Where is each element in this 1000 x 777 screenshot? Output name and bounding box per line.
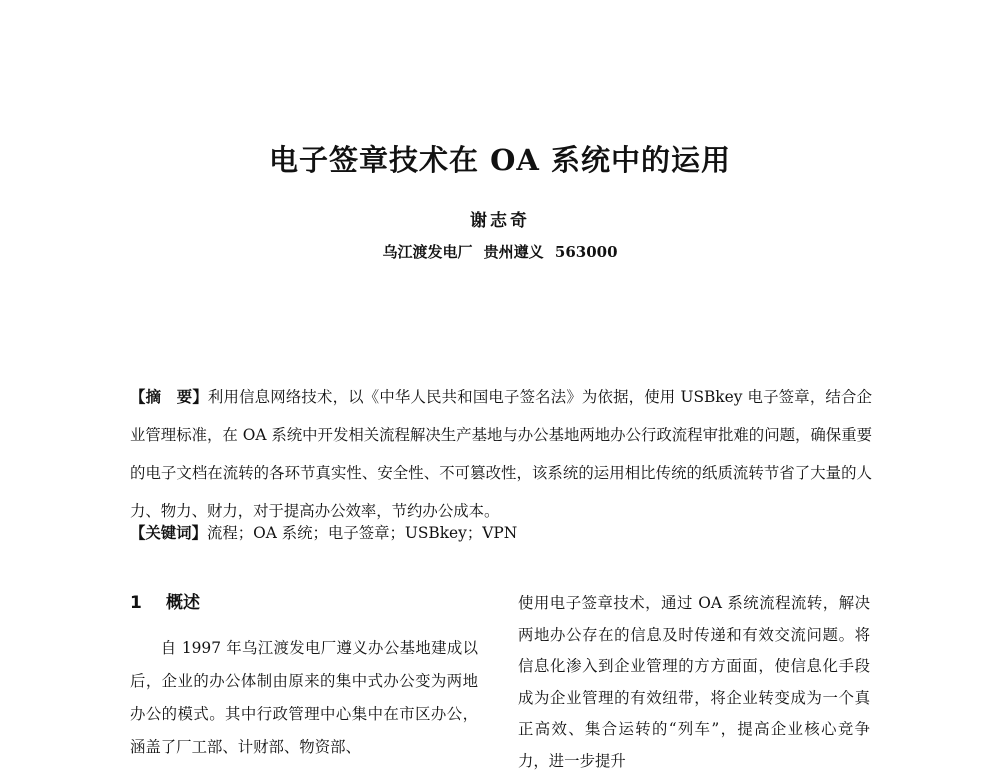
section-paragraph-right: 使用电子签章技术，通过 OA 系统流程流转，解决两地办公存在的信息及时传递和有效交流问题。将信息化渗入到企业管理的方方面面，使信息化手段成为企业管理的有效纽带，将企业转变成为一个真正高效、集合运转的“列车”，提高企业核心竞争力，进一步提升 — [518, 594, 870, 770]
right-column — [518, 588, 870, 777]
keywords-label: 【关键词】 — [130, 524, 207, 542]
section-number: 1 — [130, 593, 142, 613]
abstract-label: 【摘 要】 — [130, 388, 208, 406]
section-paragraph-left: 自 1997 年乌江渡发电厂遵义办公基地建成以后，企业的办公体制由原来的集中式办公变为两地办公的模式。其中行政管理中心集中在市区办公，涵盖了厂工部、计财部、物资部、 — [130, 639, 478, 756]
author-affiliation: 乌江渡发电厂 贵州遵义 563000 — [382, 243, 618, 261]
section-title: 概述 — [166, 593, 200, 613]
abstract-text: 利用信息网络技术，以《中华人民共和国电子签名法》为依据，使用 USBkey 电子签章，结合企业管理标准，在 OA 系统中开发相关流程解决生产基地与办公基地两地办公行政流程审批难的问题，确保重要的电子文档在流转的各环节真实性、安全性、不可篡改性，该系统的运用相比传统的纸质流转节省了大量的人力、物力、财力，对于提高办公效率，节约办公成本。 — [130, 388, 872, 520]
author-name: 谢志奇 — [470, 211, 530, 231]
left-column — [130, 588, 478, 764]
keywords-text: 流程；OA 系统；电子签章；USBkey；VPN — [206, 524, 518, 542]
abstract — [130, 378, 872, 530]
keywords — [130, 520, 872, 546]
paper-title: 电子签章技术在 OA 系统中的运用 — [269, 143, 731, 177]
section-heading — [130, 588, 478, 618]
